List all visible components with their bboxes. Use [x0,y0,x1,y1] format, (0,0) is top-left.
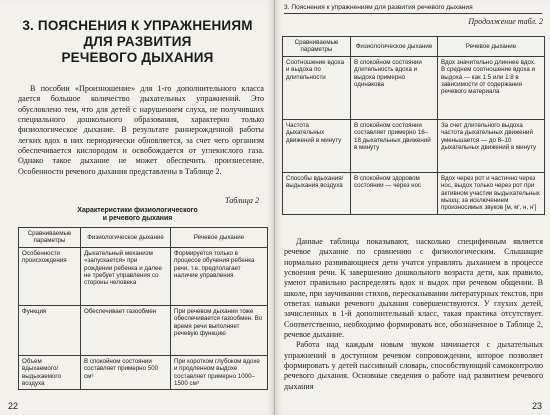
chapter-title-line: ДЛЯ РАЗВИТИЯ [83,34,192,49]
table-cell: Обеспечивает газообмен [81,305,171,355]
table-cell: Дыхательный механизм «запускается» при рождении ребенка и далее не требует управления со стороны человека [81,247,171,305]
table-header-cell: Речевое дыхание [171,228,268,248]
table-header-row [283,37,545,57]
table-header-row [19,228,268,248]
table-cell: В спокойном состоянии составляет примерно 16–18 дыхательных движений в минуту [351,119,438,172]
table-header-cell: Физиологическое дыхание [81,228,171,248]
table-row [283,172,545,214]
table-row [19,247,268,305]
table-row [19,355,268,390]
table-header-cell: Сравниваемые параметры [19,228,81,248]
table-cell: Объем вдыхаемого/выдыхаемого воздуха [19,355,81,390]
table-cell: Функция [19,305,81,355]
table-header-cell: Физиологическое дыхание [351,37,438,57]
table-row [19,305,268,355]
table-cell: Особенности происхождения [19,247,81,305]
breathing-comparison-table-continued [282,36,545,215]
page-number: 22 [8,401,19,411]
body-paragraph: Данные таблицы показывают, насколько специфичным является речевое дыхание по сравнению с физиологическим. Слышащие нормально развивающиеся дети учатся управлять дыханием в процессе усвоения речи. К завершению дошкольного возраста дети, как правило, умеют правильно распределять вдох и выдох при речевом общении. В школе, при заучивании стихов, пересказывании литературных текстов, при ответах навыки речевого дыхания совершенствуются. У глухих детей, зачисленных в 1-й дополнительный класс, такая практика отсутствует. Соответственно, необходимо формировать все, обозначенное в Таблице 2, речевое дыхание. [284,237,543,340]
table-cell: Вдох через рот и частично через нос, выдох только через рот при активном участии выдыхательных мышц; за исключением произносимых звуков [м, м', н, н'] [438,172,545,214]
right-body-text [284,237,543,392]
breathing-comparison-table [18,227,268,390]
table-cell: Соотношение вдоха и выдоха по длительности [283,56,351,119]
table-cell: В спокойном состоянии составляет примерно 500 см³ [81,355,171,390]
table-caption-line: и речевого дыхания [102,215,173,222]
table-cell: Частота дыхательных движений в минуту [283,119,351,172]
intro-paragraph-block [18,84,264,177]
table-cell: Вдох значительно длиннее вдох. В среднем соотношение вдоха и выдоха — как 1:5 или 1:8 в зависимости от содержания речевого материала [438,56,545,119]
table-row [283,56,545,119]
table-header-cell: Речевое дыхание [438,37,545,57]
body-paragraph: Работа над каждым новым звуком начинается с дыхательных упражнений в доступном речевом сопровождении, которое позволяет формировать у детей пассивный словарь, способствующий самоконтролю речевого дыхания. Основные сведения о работе над развитием речевого дыхания [284,340,543,391]
chapter-title-line: 3. ПОЯСНЕНИЯ К УПРАЖНЕНИЯМ [22,18,253,33]
table-cell: При речевом дыхании тоже обеспечивается газообмен. Во время речи выполняет речевую функцию [171,305,268,355]
page-number: 23 [531,401,542,411]
table-cell: За счет длительного выдоха частота дыхательных движений уменьшается — до 8–10 дыхательных движений в минуту [438,119,545,172]
table-label: Таблица 2 [225,196,259,205]
table-cell: В спокойном здоровом состоянии — через нос [351,172,438,214]
table-caption-line: Характеристики физиологического [77,207,198,214]
chapter-title [0,18,275,66]
continuation-label: Продолжение табл. 2 [468,17,543,26]
running-header: 3. Пояснения к упражнениям для развития речевого дыхания [284,4,542,14]
table-cell: В спокойном состоянии длительность вдоха и выдоха примерно одинакова [351,56,438,119]
table-cell: Формируется только в процессе обучения ребенка речи, т.е. предполагает наличие управления [171,247,268,305]
table-cell: Способы вдыхания/выдыхания воздуха [283,172,351,214]
table-header-cell: Сравниваемые параметры [283,37,351,57]
chapter-title-line: РЕЧЕВОГО ДЫХАНИЯ [61,50,214,65]
intro-paragraph: В пособии «Произношение» для 1-го дополнительного класса дается большое количество дыхательных упражнений. Это обусловлено тем, что для детей с нарушением слуха, не получивших специального дошкольного образования, характерно только физиологическое дыхание. В результате раннерожденной работы легких вдох в них периодически обновляется, за счет чего организм обеспечивается кислородом и освобождается от углекислого газа. Однако такое дыхание не может обеспечить произнесение. Особенности речевого дыхания представлены в Таблице 2. [18,84,264,176]
table-cell: При коротком глубоком вдохе и продленном выдохе составляет примерно 1000–1500 см³ [171,355,268,390]
table-row [283,119,545,172]
table-caption [0,207,275,223]
